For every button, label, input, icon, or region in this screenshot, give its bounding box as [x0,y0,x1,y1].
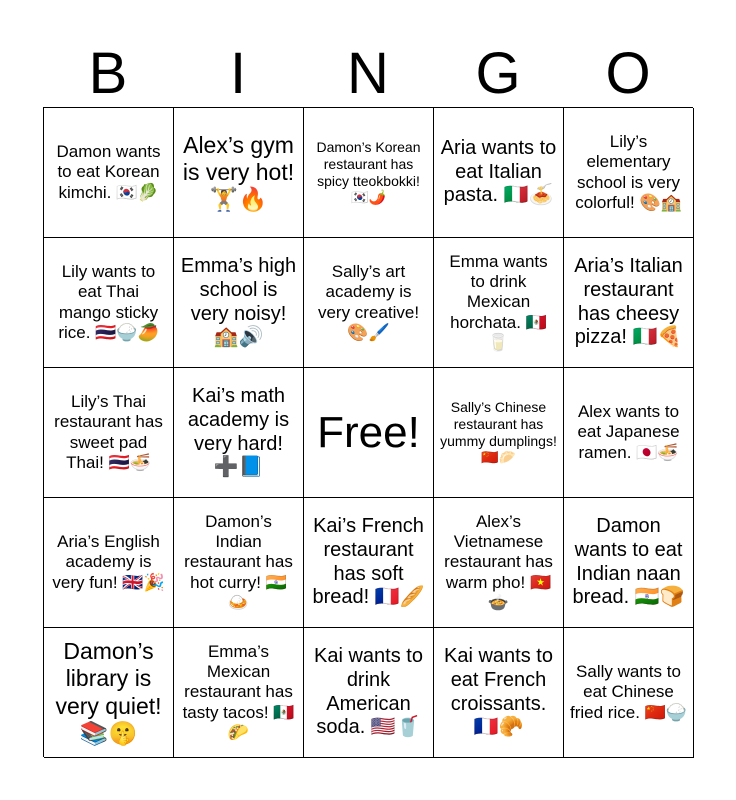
bingo-cell[interactable] [434,498,564,628]
cell-text: Damon’s library is very quiet! 📚🤫 [55,638,162,746]
cell-text: Alex’s Vietnamese restaurant has warm pho! 🇻🇳🍲 [444,512,553,612]
cell-text: Emma’s high school is very noisy! 🏫🔊 [180,255,297,349]
header-letter-o: O [605,41,651,106]
bingo-cell[interactable] [304,628,434,758]
bingo-cell[interactable] [174,108,304,238]
cell-text: Aria’s Italian restaurant has cheesy pizza! 🇮🇹🍕 [574,255,683,349]
bingo-cell[interactable] [304,108,434,238]
bingo-cell[interactable] [564,368,694,498]
bingo-cell[interactable] [564,238,694,368]
cell-text: Lily’s Thai restaurant has sweet pad Thai! 🇹🇭🍜 [54,392,163,472]
cell-text: Aria’s English academy is very fun! 🇬🇧🎉 [52,532,165,592]
cell-text: Damon’s Indian restaurant has hot curry! 🇮🇳🍛 [184,512,293,612]
bingo-cell[interactable] [174,628,304,758]
cell-text: Kai’s math academy is very hard! ➕📘 [187,385,290,479]
cell-text: Damon wants to eat Korean kimchi. 🇰🇷🥬 [56,142,161,202]
bingo-cell[interactable] [44,368,174,498]
cell-text: Damon’s Korean restaurant has spicy tteokbokki! 🇰🇷🌶️ [316,139,421,206]
bingo-cell[interactable] [434,368,564,498]
bingo-cell[interactable] [44,628,174,758]
cell-text: Sally’s Chinese restaurant has yummy dumplings! 🇨🇳🥟 [440,399,557,466]
bingo-cell[interactable] [44,498,174,628]
cell-text: Alex’s gym is very hot! 🏋️🔥 [182,131,295,213]
bingo-cell[interactable] [564,498,694,628]
bingo-cell[interactable] [304,498,434,628]
bingo-cell[interactable] [44,238,174,368]
cell-text: Kai’s French restaurant has soft bread! 🇫🇷🥖 [312,515,425,609]
bingo-cell[interactable] [564,108,694,238]
bingo-cell[interactable] [434,238,564,368]
free-space-cell[interactable] [304,368,434,498]
header-letter-b: B [88,41,128,106]
cell-text: Alex wants to eat Japanese ramen. 🇯🇵🍜 [577,402,680,462]
cell-text: Damon wants to eat Indian naan bread. 🇮🇳🍞 [572,515,685,609]
header-letter-n: N [347,41,389,106]
bingo-header [43,42,693,106]
header-letter-g: G [475,41,521,106]
bingo-cell[interactable] [174,498,304,628]
free-space-label: Free! [317,407,420,457]
bingo-cell[interactable] [44,108,174,238]
bingo-cell[interactable] [304,238,434,368]
cell-text: Sally wants to eat Chinese fried rice. 🇨🇳🍚 [570,662,687,722]
bingo-cell[interactable] [434,628,564,758]
cell-text: Emma wants to drink Mexican horchata. 🇲🇽🥛 [449,252,548,352]
cell-text: Emma’s Mexican restaurant has tasty tacos! 🇲🇽🌮 [182,642,295,742]
cell-text: Lily wants to eat Thai mango sticky rice. 🇹🇭🍚🥭 [58,262,159,342]
bingo-cell[interactable] [564,628,694,758]
cell-text: Kai wants to drink American soda. 🇺🇸🥤 [314,645,423,739]
cell-text: Sally’s art academy is very creative! 🎨🖌️ [317,262,420,342]
bingo-cell[interactable] [434,108,564,238]
bingo-cell[interactable] [174,368,304,498]
cell-text: Aria wants to eat Italian pasta. 🇮🇹🍝 [440,137,557,207]
bingo-card-grid [43,107,693,757]
cell-text: Lily’s elementary school is very colorful! 🎨🏫 [575,132,682,212]
header-letter-i: I [229,41,247,106]
cell-text: Kai wants to eat French croissants. 🇫🇷🥐 [444,645,553,739]
bingo-cell[interactable] [174,238,304,368]
